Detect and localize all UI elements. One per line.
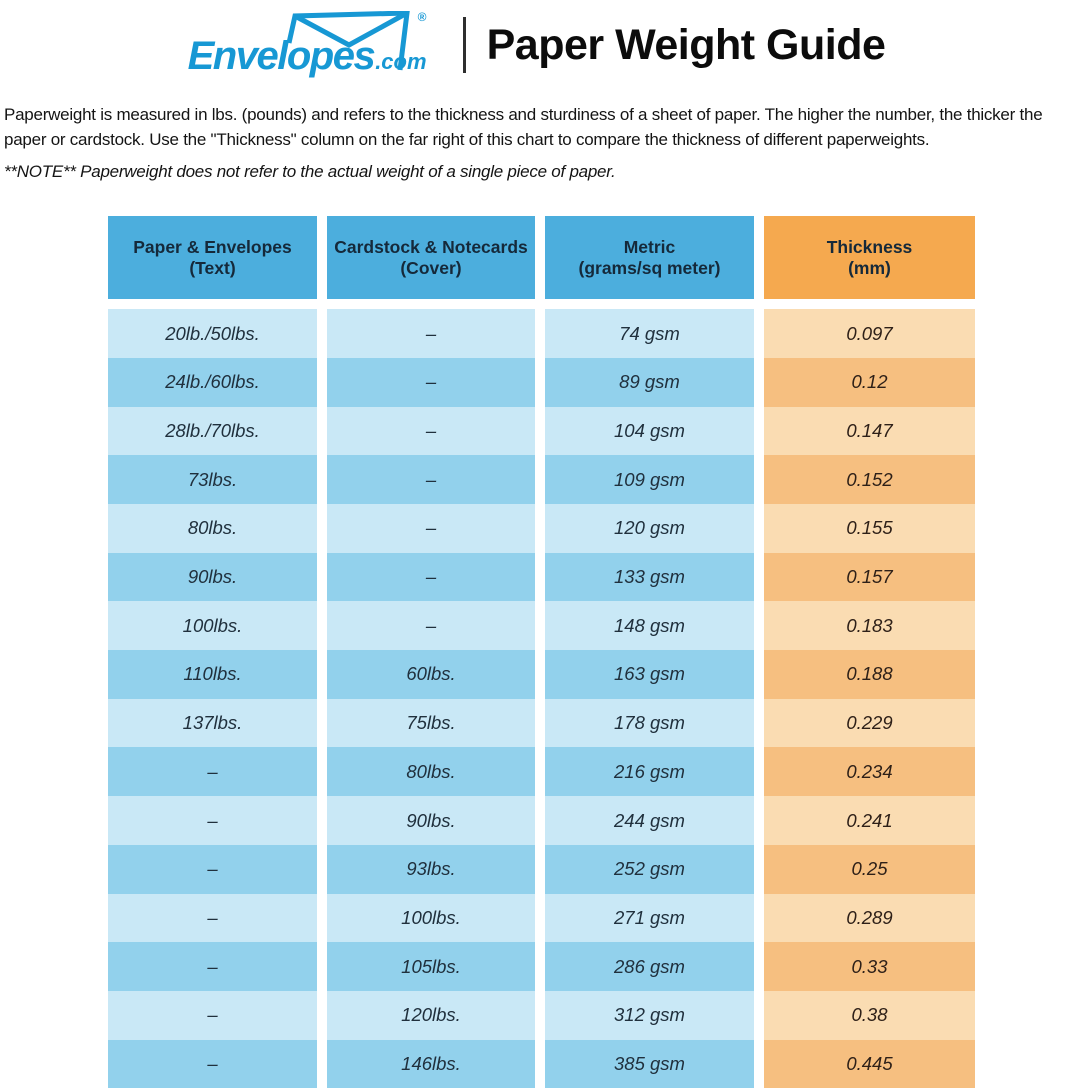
table-cell: –	[327, 358, 535, 407]
table-cell: 0.152	[764, 455, 975, 504]
table-cell: 163 gsm	[545, 650, 754, 699]
header-divider	[463, 17, 466, 73]
table-cell: 74 gsm	[545, 309, 754, 358]
table-cell: 105lbs.	[327, 942, 535, 991]
page-title: Paper Weight Guide	[486, 20, 886, 69]
table-cell: –	[108, 894, 317, 943]
registered-trademark-icon: ®	[417, 10, 427, 24]
table-body	[108, 309, 975, 1088]
table-cell: 0.157	[764, 553, 975, 602]
table-cell: 90lbs.	[108, 553, 317, 602]
table-cell: –	[108, 845, 317, 894]
table-cell: 0.33	[764, 942, 975, 991]
table-cell: –	[108, 942, 317, 991]
table-cell: 100lbs.	[327, 894, 535, 943]
column-header: Thickness (mm)	[764, 216, 975, 299]
logo-brand-text: Envelopes	[187, 34, 375, 78]
column-header: Metric (grams/sq meter)	[545, 216, 754, 299]
table-cell: –	[108, 1040, 317, 1089]
table-cell: 0.12	[764, 358, 975, 407]
table-cell: –	[108, 747, 317, 796]
table-cell: 178 gsm	[545, 699, 754, 748]
table-cell: 110lbs.	[108, 650, 317, 699]
table-row	[108, 309, 975, 358]
column-header: Cardstock & Notecards (Cover)	[327, 216, 535, 299]
table-cell: 385 gsm	[545, 1040, 754, 1089]
table-row	[108, 553, 975, 602]
table-cell: 271 gsm	[545, 894, 754, 943]
table-cell: 252 gsm	[545, 845, 754, 894]
table-row	[108, 942, 975, 991]
table-cell: 0.147	[764, 407, 975, 456]
table-header-row	[108, 216, 975, 299]
table-cell: 146lbs.	[327, 1040, 535, 1089]
table-row	[108, 455, 975, 504]
table-cell: 137lbs.	[108, 699, 317, 748]
table-cell: 0.445	[764, 1040, 975, 1089]
column-header: Paper & Envelopes (Text)	[108, 216, 317, 299]
table-cell: 0.229	[764, 699, 975, 748]
table-cell: 0.241	[764, 796, 975, 845]
table-row	[108, 991, 975, 1040]
table-cell: 120lbs.	[327, 991, 535, 1040]
table-cell: 20lb./50lbs.	[108, 309, 317, 358]
table-cell: 0.25	[764, 845, 975, 894]
table-row	[108, 650, 975, 699]
table-cell: –	[327, 601, 535, 650]
table-cell: 0.097	[764, 309, 975, 358]
table-cell: –	[327, 407, 535, 456]
table-cell: –	[327, 553, 535, 602]
table-cell: 0.155	[764, 504, 975, 553]
table-cell: 0.289	[764, 894, 975, 943]
intro-paragraph: Paperweight is measured in lbs. (pounds) and refers to the thickness and sturdiness of a sheet of paper. The higher the number, the thicker the paper or cardstock. Use the "Thickness" column on the far right of this chart to compare the thickness of different paperweights.	[4, 105, 1043, 149]
table-row	[108, 504, 975, 553]
table-row	[108, 407, 975, 456]
table-cell: 0.38	[764, 991, 975, 1040]
table-cell: 133 gsm	[545, 553, 754, 602]
table-row	[108, 845, 975, 894]
table-cell: 109 gsm	[545, 455, 754, 504]
table-cell: 80lbs.	[108, 504, 317, 553]
table-cell: 75lbs.	[327, 699, 535, 748]
table-cell: 244 gsm	[545, 796, 754, 845]
table-row	[108, 601, 975, 650]
masthead	[0, 0, 1073, 82]
table-cell: 312 gsm	[545, 991, 754, 1040]
logo-tld-text: .com	[375, 49, 427, 74]
table-cell: 73lbs.	[108, 455, 317, 504]
table-cell: 120 gsm	[545, 504, 754, 553]
table-cell: 0.234	[764, 747, 975, 796]
table-cell: 148 gsm	[545, 601, 754, 650]
table-cell: 90lbs.	[327, 796, 535, 845]
table-cell: 93lbs.	[327, 845, 535, 894]
table-row	[108, 699, 975, 748]
table-cell: 0.183	[764, 601, 975, 650]
table-cell: 216 gsm	[545, 747, 754, 796]
paper-weight-table	[108, 216, 975, 1088]
table-cell: 0.188	[764, 650, 975, 699]
table-cell: 104 gsm	[545, 407, 754, 456]
table-cell: 24lb./60lbs.	[108, 358, 317, 407]
table-cell: –	[327, 504, 535, 553]
logo-wordmark	[188, 34, 427, 79]
table-cell: –	[327, 309, 535, 358]
table-cell: –	[108, 796, 317, 845]
table-cell: 286 gsm	[545, 942, 754, 991]
table-cell: 80lbs.	[327, 747, 535, 796]
table-row	[108, 894, 975, 943]
table-cell: 89 gsm	[545, 358, 754, 407]
table-cell: –	[108, 991, 317, 1040]
table-row	[108, 796, 975, 845]
table-row	[108, 358, 975, 407]
table-cell: 28lb./70lbs.	[108, 407, 317, 456]
note-text: **NOTE** Paperweight does not refer to the actual weight of a single piece of paper.	[4, 162, 616, 182]
table-cell: 60lbs.	[327, 650, 535, 699]
table-row	[108, 1040, 975, 1089]
envelopes-logo	[188, 10, 442, 80]
table-cell: –	[327, 455, 535, 504]
table-cell: 100lbs.	[108, 601, 317, 650]
table-row	[108, 747, 975, 796]
